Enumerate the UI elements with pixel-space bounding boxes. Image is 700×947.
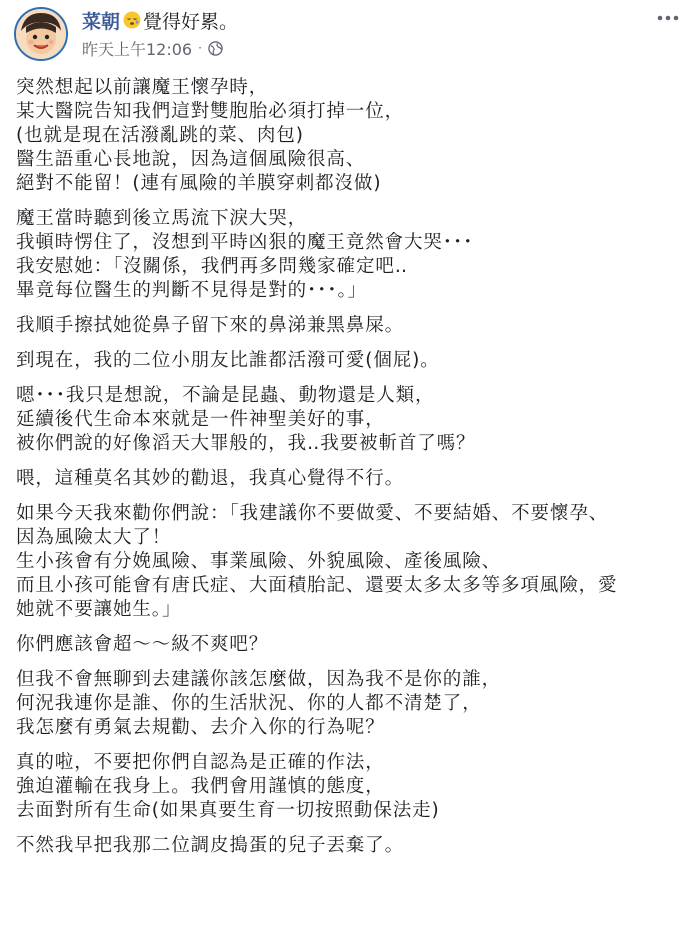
post-text-line: 喂，這種莫名其妙的勸退，我真心覺得不行。	[16, 468, 405, 489]
post-header	[0, 0, 700, 70]
post-paragraph	[16, 834, 692, 858]
post-text-line: 醫生語重心長地說，因為這個風險很高、	[16, 149, 366, 170]
post-text-line: 她就不要讓她生。」	[16, 599, 182, 620]
post-text-line: 被你們說的好像滔天大罪般的，我‥我要被斬首了嗎？	[16, 433, 476, 454]
post-text-line: 突然想起以前讓魔王懷孕時，	[16, 77, 269, 98]
post-text-line: 但我不會無聊到去建議你該怎麼做，因為我不是你的誰，	[16, 669, 502, 690]
sleepy-face-icon	[123, 11, 141, 29]
post-text-line: 我安慰她：「沒關係，我們再多問幾家確定吧‥	[16, 256, 409, 277]
post-text-line: 不然我早把我那二位調皮搗蛋的兒子丟棄了。	[16, 835, 405, 856]
post-paragraph	[16, 314, 692, 338]
post-text-line: 生小孩會有分娩風險、事業風險、外貌風險、產後風險、	[16, 551, 502, 572]
post-text-line: 強迫灌輸在我身上。我們會用謹慎的態度，	[16, 776, 385, 797]
avatar[interactable]	[14, 7, 68, 61]
post-text-line: 魔王當時聽到後立馬流下淚大哭，	[16, 208, 308, 229]
author-name[interactable]: 菜朝	[82, 10, 121, 33]
post-text-line: 我頓時愣住了，沒想到平時凶狠的魔王竟然會大哭･･･	[16, 232, 474, 253]
post-text	[16, 76, 692, 869]
post-paragraph	[16, 633, 692, 657]
post-text-line: 去面對所有生命(如果真要生育一切按照動保法走)	[16, 800, 440, 821]
post-text-line: 你們應該會超～～級不爽吧？	[16, 634, 269, 655]
post-text-line: 我順手擦拭她從鼻子留下來的鼻涕兼黑鼻屎。	[16, 315, 405, 336]
post-paragraph	[16, 751, 692, 823]
post-paragraph	[16, 349, 692, 373]
more-options-icon	[650, 6, 686, 30]
post-text-line: 延續後代生命本來就是一件神聖美好的事，	[16, 409, 385, 430]
post-paragraph	[16, 502, 692, 622]
post-text-line: 嗯･･･我只是想說，不論是昆蟲、動物還是人類，	[16, 385, 435, 406]
post-paragraph	[16, 207, 692, 303]
post-meta	[82, 37, 223, 59]
meta-separator: ·	[198, 41, 202, 55]
post-text-line: 如果今天我來勸你們說：「我建議你不要做愛、不要結婚、不要懷孕、	[16, 503, 609, 524]
post-paragraph	[16, 467, 692, 491]
post-text-line: 到現在，我的二位小朋友比誰都活潑可愛(個屁)。	[16, 350, 440, 371]
timestamp[interactable]: 昨天上午12:06	[82, 39, 193, 59]
feeling-text: 覺得好累。	[143, 10, 239, 33]
post-paragraph	[16, 668, 692, 740]
post-text-line: (也就是現在活潑亂跳的菜、肉包)	[16, 125, 304, 146]
post-text-line: 我怎麼有勇氣去規勸、去介入你的行為呢？	[16, 717, 385, 738]
avatar-cartoon-face	[16, 9, 66, 59]
post-paragraph	[16, 384, 692, 456]
more-options-button[interactable]	[650, 6, 686, 30]
post-paragraph	[16, 76, 692, 196]
post-text-line: 何況我連你是誰、你的生活狀況、你的人都不清楚了，	[16, 693, 482, 714]
post-text-line: 而且小孩可能會有唐氏症、大面積胎記、還要太多太多等多項風險，愛	[16, 575, 618, 596]
post-text-line: 絕對不能留！(連有風險的羊膜穿刺都沒做)	[16, 173, 382, 194]
post-text-line: 某大醫院告知我們這對雙胞胎必須打掉一位，	[16, 101, 405, 122]
post-text-line: 畢竟每位醫生的判斷不見得是對的･･･。」	[16, 280, 368, 301]
author-line	[82, 8, 238, 32]
post-text-line: 真的啦，不要把你們自認為是正確的作法，	[16, 752, 385, 773]
globe-icon[interactable]	[208, 41, 223, 56]
post-text-line: 因為風險太大了！	[16, 527, 172, 548]
